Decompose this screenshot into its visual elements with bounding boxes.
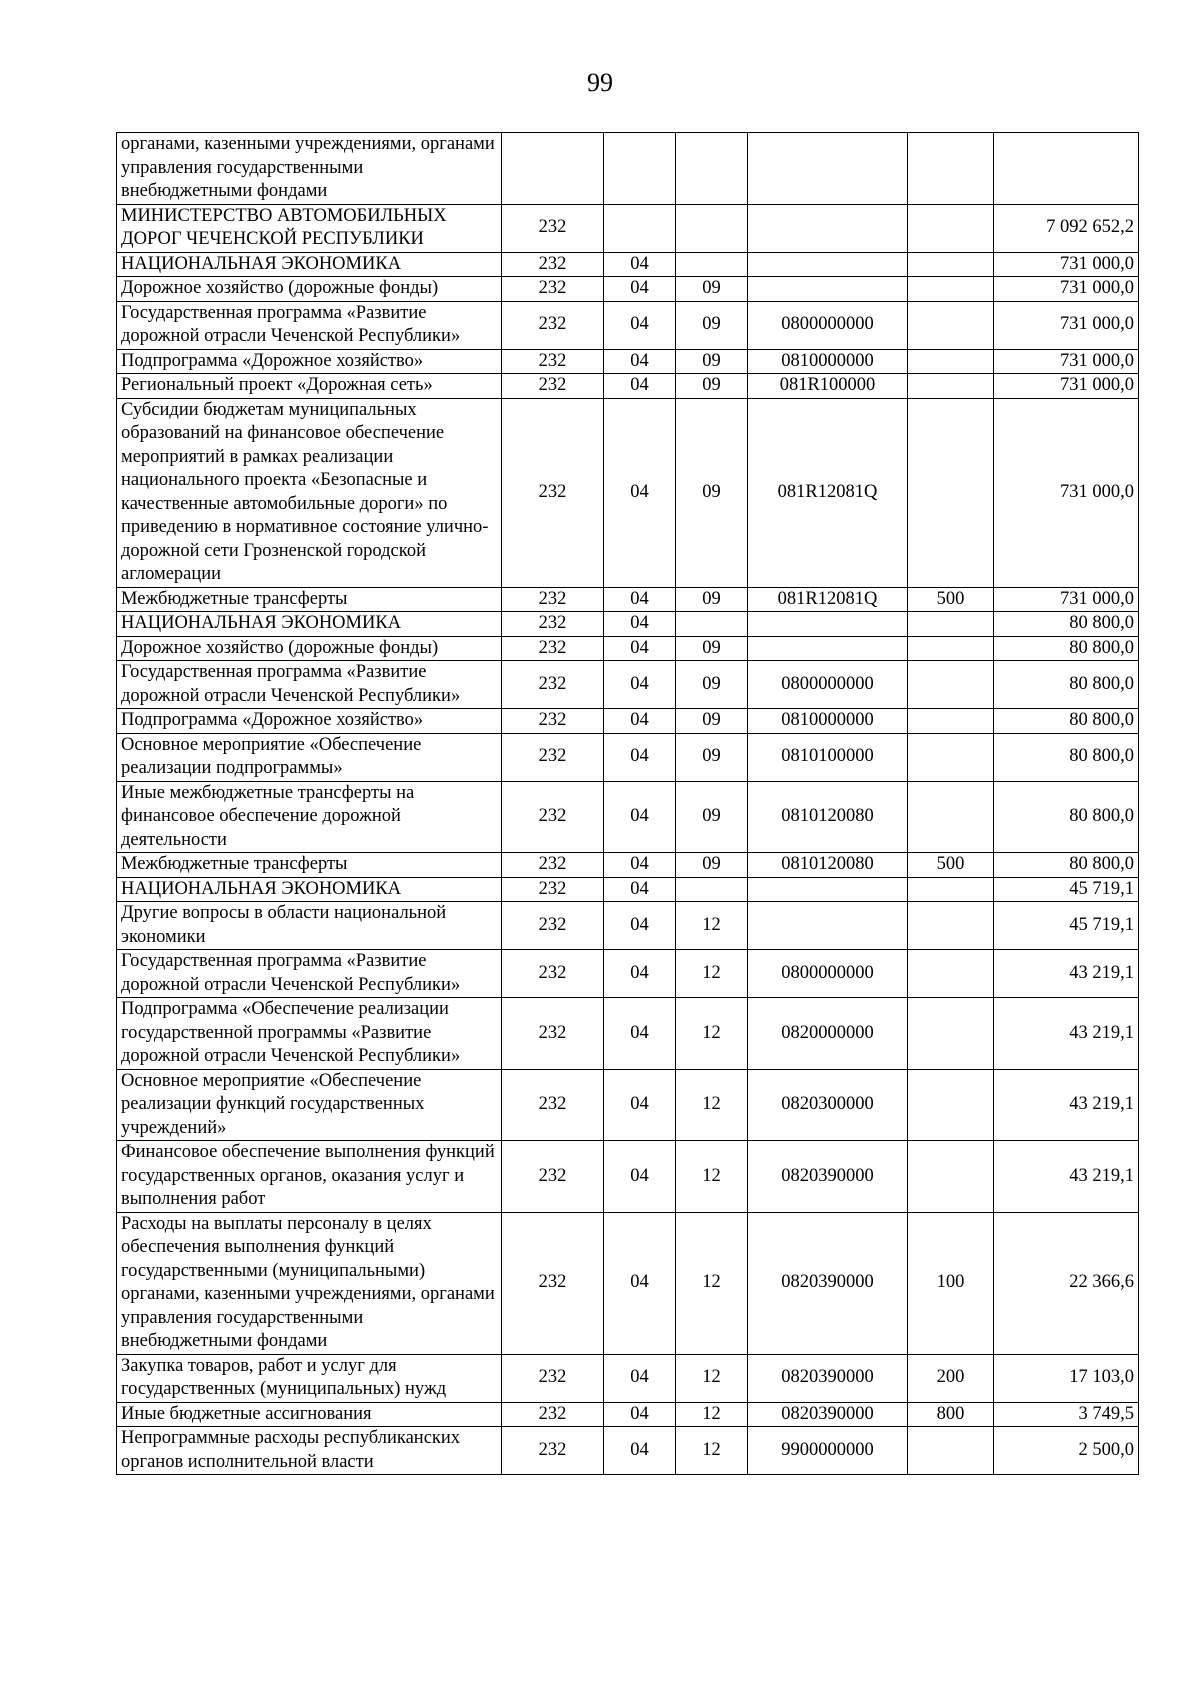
row-amount: 3 749,5 xyxy=(994,1402,1139,1427)
row-target-article xyxy=(748,277,908,302)
table-row xyxy=(117,398,1139,587)
row-name: Субсидии бюджетам муниципальных образований на финансовое обеспечение мероприятий в рамках реализации национального проекта «Безопасные и качественные автомобильные дороги» по приведению в нормативное состояние улично-дорожной сети Грозненской городской агломерации xyxy=(117,398,502,587)
row-name: Закупка товаров, работ и услуг для государственных (муниципальных) нужд xyxy=(117,1354,502,1402)
row-amount: 731 000,0 xyxy=(994,374,1139,399)
row-section-code: 04 xyxy=(604,301,676,349)
row-section-code: 04 xyxy=(604,1402,676,1427)
row-name: Иные межбюджетные трансферты на финансовое обеспечение дорожной деятельности xyxy=(117,781,502,853)
row-grbs-code: 232 xyxy=(502,1069,604,1141)
row-subsection-code: 12 xyxy=(676,902,748,950)
budget-table xyxy=(116,132,1139,1475)
table-row xyxy=(117,277,1139,302)
row-section-code xyxy=(604,133,676,205)
row-expense-type xyxy=(908,902,994,950)
row-amount: 80 800,0 xyxy=(994,636,1139,661)
row-grbs-code: 232 xyxy=(502,612,604,637)
row-name: Подпрограмма «Дорожное хозяйство» xyxy=(117,709,502,734)
row-grbs-code: 232 xyxy=(502,950,604,998)
row-name: НАЦИОНАЛЬНАЯ ЭКОНОМИКА xyxy=(117,877,502,902)
row-name: Дорожное хозяйство (дорожные фонды) xyxy=(117,636,502,661)
row-name: Межбюджетные трансферты xyxy=(117,587,502,612)
row-target-article xyxy=(748,252,908,277)
row-subsection-code: 09 xyxy=(676,398,748,587)
row-subsection-code: 09 xyxy=(676,349,748,374)
row-expense-type xyxy=(908,133,994,205)
row-expense-type: 100 xyxy=(908,1212,994,1354)
row-expense-type: 200 xyxy=(908,1354,994,1402)
table-row xyxy=(117,1141,1139,1213)
row-amount: 43 219,1 xyxy=(994,1141,1139,1213)
row-target-article: 0800000000 xyxy=(748,950,908,998)
table-row xyxy=(117,1354,1139,1402)
row-expense-type xyxy=(908,252,994,277)
row-section-code: 04 xyxy=(604,1212,676,1354)
row-amount: 7 092 652,2 xyxy=(994,204,1139,252)
row-expense-type xyxy=(908,781,994,853)
row-expense-type xyxy=(908,1141,994,1213)
row-name: НАЦИОНАЛЬНАЯ ЭКОНОМИКА xyxy=(117,612,502,637)
row-amount: 80 800,0 xyxy=(994,709,1139,734)
row-section-code: 04 xyxy=(604,612,676,637)
table-row xyxy=(117,1069,1139,1141)
row-amount: 45 719,1 xyxy=(994,877,1139,902)
row-amount: 80 800,0 xyxy=(994,853,1139,878)
row-expense-type xyxy=(908,877,994,902)
row-amount: 731 000,0 xyxy=(994,277,1139,302)
row-subsection-code: 09 xyxy=(676,853,748,878)
row-target-article xyxy=(748,133,908,205)
row-amount: 80 800,0 xyxy=(994,661,1139,709)
row-grbs-code: 232 xyxy=(502,204,604,252)
row-grbs-code: 232 xyxy=(502,902,604,950)
row-expense-type: 800 xyxy=(908,1402,994,1427)
row-grbs-code: 232 xyxy=(502,998,604,1070)
table-row xyxy=(117,301,1139,349)
page-number: 99 xyxy=(587,68,613,97)
row-subsection-code: 09 xyxy=(676,301,748,349)
table-row xyxy=(117,661,1139,709)
row-grbs-code: 232 xyxy=(502,1427,604,1475)
row-target-article xyxy=(748,877,908,902)
row-name: Основное мероприятие «Обеспечение реализации функций государственных учреждений» xyxy=(117,1069,502,1141)
row-section-code: 04 xyxy=(604,1354,676,1402)
row-subsection-code: 09 xyxy=(676,781,748,853)
row-expense-type xyxy=(908,301,994,349)
row-expense-type xyxy=(908,349,994,374)
row-name: Расходы на выплаты персоналу в целях обеспечения выполнения функций государственными (муниципальными) органами, казенными учреждениями, органами управления государственными внебюджетными фондами xyxy=(117,1212,502,1354)
table-row xyxy=(117,877,1139,902)
table-row xyxy=(117,950,1139,998)
row-expense-type xyxy=(908,709,994,734)
row-name: Основное мероприятие «Обеспечение реализации подпрограммы» xyxy=(117,733,502,781)
row-amount: 731 000,0 xyxy=(994,252,1139,277)
row-amount: 80 800,0 xyxy=(994,612,1139,637)
row-amount xyxy=(994,133,1139,205)
row-amount: 17 103,0 xyxy=(994,1354,1139,1402)
row-section-code xyxy=(604,204,676,252)
table-row xyxy=(117,204,1139,252)
row-grbs-code: 232 xyxy=(502,853,604,878)
row-name: Подпрограмма «Дорожное хозяйство» xyxy=(117,349,502,374)
row-target-article xyxy=(748,636,908,661)
row-section-code: 04 xyxy=(604,902,676,950)
table-row xyxy=(117,349,1139,374)
row-subsection-code: 09 xyxy=(676,587,748,612)
row-amount: 731 000,0 xyxy=(994,587,1139,612)
row-grbs-code: 232 xyxy=(502,733,604,781)
row-target-article: 0820390000 xyxy=(748,1212,908,1354)
table-row xyxy=(117,252,1139,277)
row-section-code: 04 xyxy=(604,853,676,878)
row-grbs-code: 232 xyxy=(502,349,604,374)
table-row xyxy=(117,587,1139,612)
row-amount: 80 800,0 xyxy=(994,781,1139,853)
row-grbs-code: 232 xyxy=(502,398,604,587)
table-row xyxy=(117,1212,1139,1354)
row-target-article: 0810120080 xyxy=(748,853,908,878)
row-subsection-code xyxy=(676,252,748,277)
row-amount: 80 800,0 xyxy=(994,733,1139,781)
row-expense-type xyxy=(908,998,994,1070)
row-target-article: 0810000000 xyxy=(748,709,908,734)
row-subsection-code: 09 xyxy=(676,733,748,781)
row-section-code: 04 xyxy=(604,1069,676,1141)
row-target-article xyxy=(748,902,908,950)
row-subsection-code: 12 xyxy=(676,1212,748,1354)
row-expense-type xyxy=(908,204,994,252)
table-row xyxy=(117,1427,1139,1475)
row-grbs-code: 232 xyxy=(502,277,604,302)
row-section-code: 04 xyxy=(604,636,676,661)
row-grbs-code: 232 xyxy=(502,1212,604,1354)
row-expense-type xyxy=(908,398,994,587)
row-grbs-code: 232 xyxy=(502,781,604,853)
budget-table-body xyxy=(117,133,1139,1475)
row-amount: 2 500,0 xyxy=(994,1427,1139,1475)
row-amount: 731 000,0 xyxy=(994,398,1139,587)
row-grbs-code: 232 xyxy=(502,374,604,399)
row-target-article: 0800000000 xyxy=(748,661,908,709)
table-row xyxy=(117,612,1139,637)
row-name: Иные бюджетные ассигнования xyxy=(117,1402,502,1427)
row-grbs-code xyxy=(502,133,604,205)
row-target-article: 9900000000 xyxy=(748,1427,908,1475)
row-subsection-code: 09 xyxy=(676,636,748,661)
row-subsection-code: 09 xyxy=(676,374,748,399)
row-amount: 731 000,0 xyxy=(994,349,1139,374)
table-row xyxy=(117,133,1139,205)
table-row xyxy=(117,998,1139,1070)
row-section-code: 04 xyxy=(604,733,676,781)
row-expense-type xyxy=(908,277,994,302)
table-row xyxy=(117,709,1139,734)
row-name: МИНИСТЕРСТВО АВТОМОБИЛЬНЫХ ДОРОГ ЧЕЧЕНСКОЙ РЕСПУБЛИКИ xyxy=(117,204,502,252)
row-grbs-code: 232 xyxy=(502,1402,604,1427)
row-target-article: 0820000000 xyxy=(748,998,908,1070)
row-grbs-code: 232 xyxy=(502,636,604,661)
row-name: Региональный проект «Дорожная сеть» xyxy=(117,374,502,399)
row-section-code: 04 xyxy=(604,1141,676,1213)
row-section-code: 04 xyxy=(604,709,676,734)
row-section-code: 04 xyxy=(604,252,676,277)
row-expense-type xyxy=(908,374,994,399)
row-subsection-code: 12 xyxy=(676,1141,748,1213)
row-amount: 22 366,6 xyxy=(994,1212,1139,1354)
row-grbs-code: 232 xyxy=(502,252,604,277)
row-expense-type xyxy=(908,661,994,709)
row-target-article xyxy=(748,204,908,252)
row-amount: 43 219,1 xyxy=(994,998,1139,1070)
table-row xyxy=(117,374,1139,399)
row-name: органами, казенными учреждениями, органами управления государственными внебюджетными фондами xyxy=(117,133,502,205)
table-row xyxy=(117,1402,1139,1427)
row-subsection-code: 12 xyxy=(676,950,748,998)
row-amount: 43 219,1 xyxy=(994,950,1139,998)
row-name: Дорожное хозяйство (дорожные фонды) xyxy=(117,277,502,302)
row-expense-type xyxy=(908,1427,994,1475)
row-grbs-code: 232 xyxy=(502,709,604,734)
row-name: Государственная программа «Развитие дорожной отрасли Чеченской Республики» xyxy=(117,950,502,998)
row-target-article: 0810100000 xyxy=(748,733,908,781)
row-expense-type xyxy=(908,636,994,661)
row-expense-type xyxy=(908,733,994,781)
row-section-code: 04 xyxy=(604,398,676,587)
row-section-code: 04 xyxy=(604,1427,676,1475)
row-expense-type: 500 xyxy=(908,853,994,878)
row-subsection-code: 12 xyxy=(676,1427,748,1475)
row-name: НАЦИОНАЛЬНАЯ ЭКОНОМИКА xyxy=(117,252,502,277)
row-subsection-code: 12 xyxy=(676,998,748,1070)
row-section-code: 04 xyxy=(604,998,676,1070)
row-name: Финансовое обеспечение выполнения функций государственных органов, оказания услуг и выполнения работ xyxy=(117,1141,502,1213)
row-expense-type xyxy=(908,1069,994,1141)
table-row xyxy=(117,781,1139,853)
row-section-code: 04 xyxy=(604,374,676,399)
row-amount: 45 719,1 xyxy=(994,902,1139,950)
row-name: Государственная программа «Развитие дорожной отрасли Чеченской Республики» xyxy=(117,301,502,349)
row-target-article: 0800000000 xyxy=(748,301,908,349)
row-target-article xyxy=(748,612,908,637)
row-expense-type xyxy=(908,950,994,998)
row-target-article: 081R100000 xyxy=(748,374,908,399)
row-name: Межбюджетные трансферты xyxy=(117,853,502,878)
row-amount: 731 000,0 xyxy=(994,301,1139,349)
row-section-code: 04 xyxy=(604,950,676,998)
row-subsection-code xyxy=(676,133,748,205)
row-subsection-code xyxy=(676,204,748,252)
row-target-article: 0810000000 xyxy=(748,349,908,374)
row-target-article: 0820300000 xyxy=(748,1069,908,1141)
row-section-code: 04 xyxy=(604,661,676,709)
row-section-code: 04 xyxy=(604,587,676,612)
row-grbs-code: 232 xyxy=(502,301,604,349)
row-target-article: 0820390000 xyxy=(748,1402,908,1427)
row-target-article: 081R12081Q xyxy=(748,398,908,587)
row-name: Государственная программа «Развитие дорожной отрасли Чеченской Республики» xyxy=(117,661,502,709)
row-amount: 43 219,1 xyxy=(994,1069,1139,1141)
table-row xyxy=(117,636,1139,661)
row-section-code: 04 xyxy=(604,877,676,902)
row-section-code: 04 xyxy=(604,277,676,302)
table-row xyxy=(117,902,1139,950)
row-subsection-code xyxy=(676,877,748,902)
row-name: Другие вопросы в области национальной экономики xyxy=(117,902,502,950)
row-section-code: 04 xyxy=(604,781,676,853)
table-row xyxy=(117,853,1139,878)
row-grbs-code: 232 xyxy=(502,1354,604,1402)
row-subsection-code xyxy=(676,612,748,637)
row-grbs-code: 232 xyxy=(502,587,604,612)
row-subsection-code: 09 xyxy=(676,277,748,302)
table-row xyxy=(117,733,1139,781)
row-expense-type xyxy=(908,612,994,637)
row-target-article: 0810120080 xyxy=(748,781,908,853)
row-subsection-code: 12 xyxy=(676,1354,748,1402)
row-subsection-code: 12 xyxy=(676,1402,748,1427)
row-subsection-code: 12 xyxy=(676,1069,748,1141)
row-target-article: 0820390000 xyxy=(748,1141,908,1213)
row-target-article: 0820390000 xyxy=(748,1354,908,1402)
row-subsection-code: 09 xyxy=(676,709,748,734)
row-grbs-code: 232 xyxy=(502,877,604,902)
row-target-article: 081R12081Q xyxy=(748,587,908,612)
row-name: Непрограммные расходы республиканских органов исполнительной власти xyxy=(117,1427,502,1475)
row-grbs-code: 232 xyxy=(502,661,604,709)
row-section-code: 04 xyxy=(604,349,676,374)
row-expense-type: 500 xyxy=(908,587,994,612)
row-subsection-code: 09 xyxy=(676,661,748,709)
row-grbs-code: 232 xyxy=(502,1141,604,1213)
row-name: Подпрограмма «Обеспечение реализации государственной программы «Развитие дорожной отрасли Чеченской Республики» xyxy=(117,998,502,1070)
